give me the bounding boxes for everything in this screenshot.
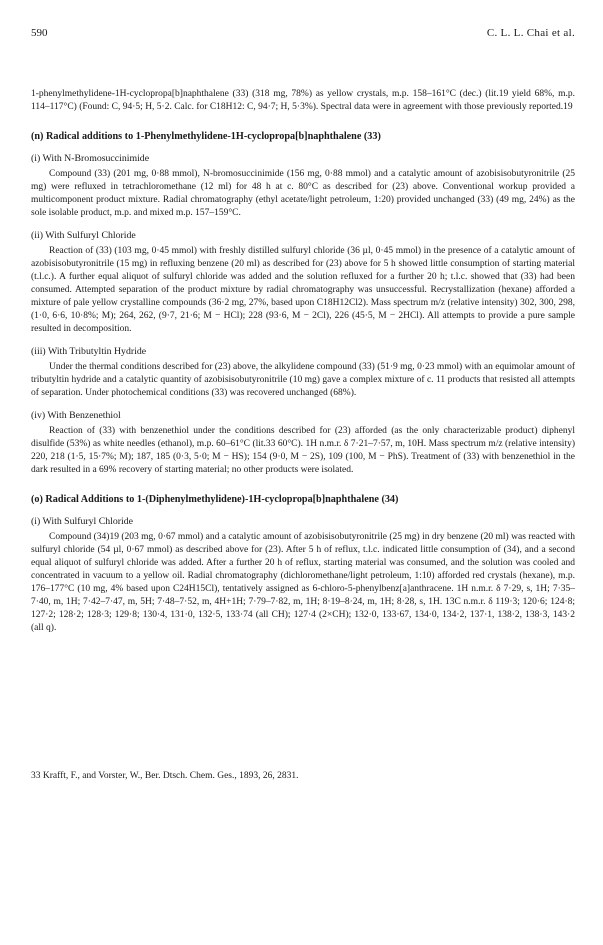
paragraph-continuation: 1-phenylmethylidene-1H-cyclopropa[b]naphthalene (33) (318 mg, 78%) as yellow crystals, m.p. 158–161°C (dec.) (lit.19 yield 68%, m.p. 114–117°C) (Found: C, 94·5; H, 5·2. Calc. for C18H12: C, 94·7; H, 5·3%). Spectral data were in agreement with those previously reported.19 [31, 89, 575, 112]
page-number: 590 [31, 27, 48, 39]
paragraph-n-iv: Reaction of (33) with benzenethiol under the conditions described for (23) afforded (as the only characterizable product) diphenyl disulfide (53%) as white needles (ethanol), m.p. 60–61°C (lit.33 60°C). 1H n.m.r. δ 7·21–7·57, m, 10H. Mass spectrum m/z (relative intensity) 220, 218 (1·5, 15·7%; M); 187, 185 (0·3, 5·0; M − HS); 154 (9·0, M − 2S), 109 (100, M − PhS). Treatment of (33) with benzenethiol in the dark resulted in a 69% recovery of starting material; no other products were isolated. [31, 426, 575, 475]
paragraph-n-iii: Under the thermal conditions described for (23) above, the alkylidene compound (33) (51·9 mg, 0·23 mmol) with an equimolar amount of tributyltin hydride and a catalytic quantity of azobisisobutyronitrile (10 mg) gave a complex mixture of c. 11 products that resisted all attempts of separation. Under photochemical conditions (33) was recovered unchanged (68%). [31, 362, 575, 398]
article-body [31, 88, 575, 635]
section-heading-n: (n) Radical additions to 1-Phenylmethylidene-1H-cyclopropa[b]naphthalene (33) [31, 131, 381, 142]
running-authors: C. L. L. Chai et al. [486, 27, 575, 39]
footnote-33: 33 Krafft, F., and Vorster, W., Ber. Dtsch. Chem. Ges., 1893, 26, 2831. [31, 771, 299, 781]
subheading-n-ii: (ii) With Sulfuryl Chloride [31, 230, 136, 241]
paragraph-n-i: Compound (33) (201 mg, 0·88 mmol), N-bromosuccinimide (156 mg, 0·88 mmol) and a catalytic amount of azobisisobutyronitrile (25 mg) were refluxed in tetrachloromethane (12 ml) for 48 h at c. 80°C as described for (23) above. Conventional workup provided a multicomponent product mixture. Radial chromatography (ethyl acetate/light petroleum, 1:20) provided unchanged (33) (49 mg, 24%) as the sole isolable product, m.p. and mixed m.p. 157–159°C. [31, 169, 575, 218]
paragraph-n-ii: Reaction of (33) (103 mg, 0·45 mmol) with freshly distilled sulfuryl chloride (36 µl, 0·45 mmol) in the presence of a catalytic amount of azobisisobutyronitrile (15 mg) in refluxing benzene (20 ml) as described for (23) above for 5 h showed little consumption of starting material (t.l.c.). A further equal aliquot of sulfuryl chloride was added and the solution refluxed for a further 20 h; t.l.c. showed that (33) had been consumed. Attempted separation of the product mixture by radial chromatography was unsuccessful. Recrystallization (hexane) afforded a mixture of pale yellow crystalline compounds (36·2 mg, 27%, based upon C18H12Cl2). Mass spectrum m/z (relative intensity) 302, 300, 298, (1·0, 6·6, 10·8%; M); 264, 262, (9·7, 21·6; M − HCl); 228 (93·6, M − 2Cl), 226 (45·5, M − 2HCl). All attempts to provide a pure sample resulted in decomposition. [31, 246, 575, 334]
subheading-n-iv: (iv) With Benzenethiol [31, 410, 121, 421]
subheading-o-i: (i) With Sulfuryl Chloride [31, 516, 134, 527]
running-header [31, 26, 575, 40]
section-heading-o: (o) Radical Additions to 1-(Diphenylmethylidene)-1H-cyclopropa[b]naphthalene (34) [31, 494, 399, 505]
subheading-n-iii: (iii) With Tributyltin Hydride [31, 346, 147, 357]
subheading-n-i: (i) With N-Bromosuccinimide [31, 153, 150, 164]
paragraph-o-i: Compound (34)19 (203 mg, 0·67 mmol) and a catalytic amount of azobisisobutyronitrile (25 mg) in dry benzene (20 ml) was reacted with sulfuryl chloride (54 µl, 0·67 mmol) as described above for (23). After 5 h of reflux, t.l.c. indicated little consumption of (34), and a second equal aliquot of sulfuryl chloride was added. After a further 20 h of reflux, starting material was consumed, and the solution was cooled and concentrated in vacuum to a yellow oil. Radial chromatography (dichloromethane/light petroleum, 1:10) afforded red crystals (hexane), m.p. 176–177°C (10 mg, 4% based upon C24H15Cl), tentatively assigned as 6-chloro-5-phenylbenz[a]anthracene. 1H n.m.r. δ 7·29, s, 1H; 7·35–7·40, m, 1H; 7·42–7·47, m, 5H; 7·48–7·52, m, 4H+1H; 7·79–7·82, m, 1H; 8·19–8·24, m, 1H; 8·28, s, 1H. 13C n.m.r. δ 119·3; 120·6; 124·8; 127·2; 128·2; 128·3; 129·8; 130·4, 131·0, 132·5, 133·74 (all CH); 127·4 (2×CH); 132·0, 133·67, 134·0, 134·2, 137·1, 138·2, 138·3, 143·2 (all q). [31, 532, 575, 633]
